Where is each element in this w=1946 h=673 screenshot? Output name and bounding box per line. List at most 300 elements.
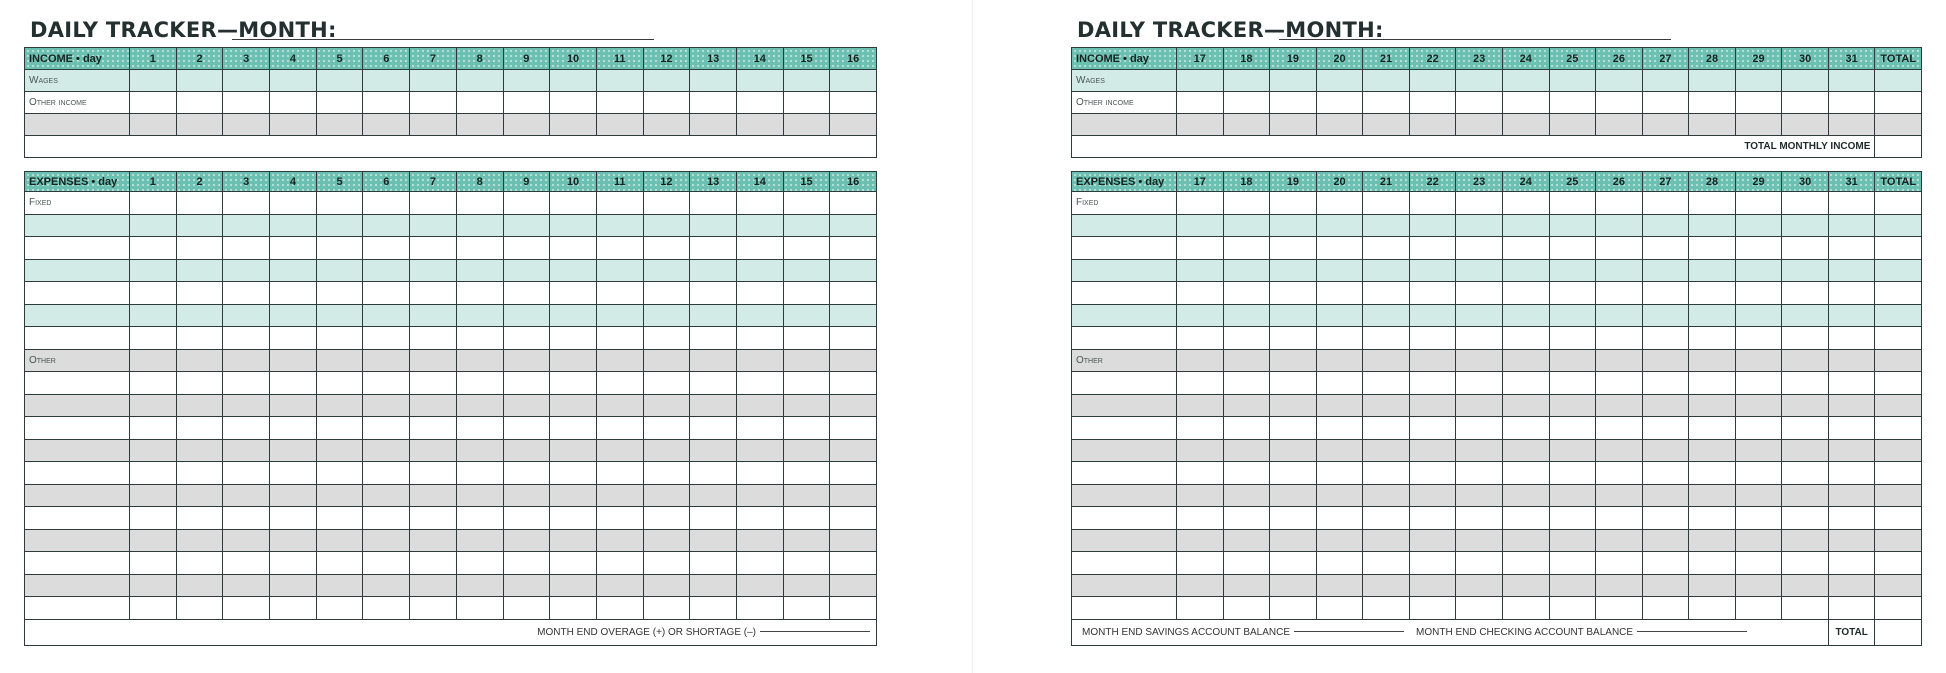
row-label[interactable]: [25, 417, 130, 440]
entry-cell[interactable]: [316, 552, 363, 575]
entry-cell[interactable]: [690, 70, 737, 92]
entry-cell[interactable]: [130, 349, 177, 372]
entry-cell[interactable]: [410, 114, 457, 136]
entry-cell[interactable]: [1316, 327, 1363, 350]
entry-cell[interactable]: [130, 92, 177, 114]
entry-cell[interactable]: [1456, 237, 1503, 260]
entry-cell[interactable]: [783, 574, 830, 597]
entry-cell[interactable]: [363, 92, 410, 114]
entry-cell[interactable]: [1502, 282, 1549, 305]
entry-cell[interactable]: [363, 282, 410, 305]
entry-cell[interactable]: [1689, 70, 1736, 92]
entry-cell[interactable]: [1177, 462, 1224, 485]
entry-cell[interactable]: [1223, 282, 1270, 305]
entry-cell[interactable]: [783, 597, 830, 620]
entry-cell[interactable]: [1177, 597, 1224, 620]
entry-cell[interactable]: [1689, 484, 1736, 507]
row-label[interactable]: [25, 439, 130, 462]
entry-cell[interactable]: [1596, 507, 1643, 530]
entry-cell[interactable]: [1363, 192, 1410, 215]
entry-cell[interactable]: [1223, 114, 1270, 136]
entry-cell[interactable]: [503, 214, 550, 237]
entry-cell[interactable]: [1316, 462, 1363, 485]
entry-cell[interactable]: [176, 484, 223, 507]
entry-cell[interactable]: [596, 259, 643, 282]
row-label[interactable]: [25, 237, 130, 260]
entry-cell[interactable]: [1642, 349, 1689, 372]
entry-cell[interactable]: [456, 439, 503, 462]
entry-cell[interactable]: [830, 349, 877, 372]
entry-cell[interactable]: [270, 92, 317, 114]
entry-cell[interactable]: [176, 394, 223, 417]
entry-cell[interactable]: [456, 574, 503, 597]
entry-cell[interactable]: [550, 214, 597, 237]
entry-cell[interactable]: [1549, 507, 1596, 530]
entry-cell[interactable]: [1502, 529, 1549, 552]
entry-cell[interactable]: [1782, 439, 1829, 462]
entry-cell[interactable]: [736, 327, 783, 350]
entry-cell[interactable]: [1642, 552, 1689, 575]
entry-cell[interactable]: [550, 484, 597, 507]
entry-cell[interactable]: [1735, 417, 1782, 440]
entry-cell[interactable]: [690, 282, 737, 305]
entry-cell[interactable]: [596, 192, 643, 215]
entry-cell[interactable]: [410, 394, 457, 417]
row-label[interactable]: [1072, 439, 1177, 462]
entry-cell[interactable]: [1875, 574, 1922, 597]
entry-cell[interactable]: [1177, 372, 1224, 395]
entry-cell[interactable]: [1596, 259, 1643, 282]
entry-cell[interactable]: [1456, 394, 1503, 417]
entry-cell[interactable]: [830, 372, 877, 395]
entry-cell[interactable]: [830, 462, 877, 485]
entry-cell[interactable]: [643, 304, 690, 327]
entry-cell[interactable]: [1642, 259, 1689, 282]
row-label[interactable]: [1072, 552, 1177, 575]
entry-cell[interactable]: [690, 92, 737, 114]
entry-cell[interactable]: [1456, 114, 1503, 136]
entry-cell[interactable]: [1782, 192, 1829, 215]
entry-cell[interactable]: [1502, 327, 1549, 350]
entry-cell[interactable]: [1875, 70, 1922, 92]
entry-cell[interactable]: [1316, 372, 1363, 395]
entry-cell[interactable]: [1456, 304, 1503, 327]
entry-cell[interactable]: [270, 70, 317, 92]
entry-cell[interactable]: [1828, 70, 1875, 92]
entry-cell[interactable]: [643, 214, 690, 237]
entry-cell[interactable]: [223, 92, 270, 114]
entry-cell[interactable]: [130, 372, 177, 395]
entry-cell[interactable]: [1596, 552, 1643, 575]
entry-cell[interactable]: [736, 92, 783, 114]
entry-cell[interactable]: [363, 214, 410, 237]
entry-cell[interactable]: [1642, 214, 1689, 237]
entry-cell[interactable]: [1642, 282, 1689, 305]
entry-cell[interactable]: [270, 192, 317, 215]
entry-cell[interactable]: [596, 70, 643, 92]
entry-cell[interactable]: [1456, 574, 1503, 597]
entry-cell[interactable]: [550, 237, 597, 260]
entry-cell[interactable]: [783, 394, 830, 417]
entry-cell[interactable]: [176, 70, 223, 92]
entry-cell[interactable]: [270, 349, 317, 372]
entry-cell[interactable]: [1828, 92, 1875, 114]
entry-cell[interactable]: [1456, 439, 1503, 462]
entry-cell[interactable]: [690, 192, 737, 215]
overage-shortage-input-line[interactable]: [760, 631, 870, 632]
entry-cell[interactable]: [1316, 484, 1363, 507]
entry-cell[interactable]: [1782, 529, 1829, 552]
entry-cell[interactable]: [1316, 192, 1363, 215]
checking-balance-input-line[interactable]: [1637, 631, 1747, 632]
row-label[interactable]: [25, 574, 130, 597]
entry-cell[interactable]: [270, 574, 317, 597]
entry-cell[interactable]: [456, 192, 503, 215]
entry-cell[interactable]: [410, 349, 457, 372]
entry-cell[interactable]: [363, 237, 410, 260]
row-label[interactable]: [1072, 327, 1177, 350]
entry-cell[interactable]: [1596, 349, 1643, 372]
entry-cell[interactable]: [223, 304, 270, 327]
entry-cell[interactable]: [223, 282, 270, 305]
entry-cell[interactable]: [1177, 237, 1224, 260]
entry-cell[interactable]: [1270, 529, 1317, 552]
entry-cell[interactable]: [410, 574, 457, 597]
entry-cell[interactable]: [363, 192, 410, 215]
entry-cell[interactable]: [643, 114, 690, 136]
entry-cell[interactable]: [456, 507, 503, 530]
entry-cell[interactable]: [1456, 417, 1503, 440]
entry-cell[interactable]: [1409, 259, 1456, 282]
entry-cell[interactable]: [1828, 259, 1875, 282]
entry-cell[interactable]: [596, 304, 643, 327]
entry-cell[interactable]: [1223, 552, 1270, 575]
entry-cell[interactable]: [830, 114, 877, 136]
entry-cell[interactable]: [1502, 70, 1549, 92]
entry-cell[interactable]: [1549, 282, 1596, 305]
entry-cell[interactable]: [1596, 237, 1643, 260]
entry-cell[interactable]: [1409, 92, 1456, 114]
entry-cell[interactable]: [1875, 192, 1922, 215]
entry-cell[interactable]: [1689, 372, 1736, 395]
entry-cell[interactable]: [1270, 552, 1317, 575]
entry-cell[interactable]: [830, 552, 877, 575]
entry-cell[interactable]: [1596, 214, 1643, 237]
entry-cell[interactable]: [690, 484, 737, 507]
entry-cell[interactable]: [503, 597, 550, 620]
entry-cell[interactable]: [1875, 259, 1922, 282]
entry-cell[interactable]: [1177, 282, 1224, 305]
entry-cell[interactable]: [1223, 394, 1270, 417]
entry-cell[interactable]: [1409, 327, 1456, 350]
entry-cell[interactable]: [1828, 484, 1875, 507]
entry-cell[interactable]: [503, 70, 550, 92]
entry-cell[interactable]: [1270, 439, 1317, 462]
entry-cell[interactable]: [1316, 237, 1363, 260]
entry-cell[interactable]: [643, 507, 690, 530]
entry-cell[interactable]: [550, 417, 597, 440]
entry-cell[interactable]: [363, 259, 410, 282]
entry-cell[interactable]: [456, 304, 503, 327]
entry-cell[interactable]: [1828, 507, 1875, 530]
entry-cell[interactable]: [410, 214, 457, 237]
entry-cell[interactable]: [1782, 394, 1829, 417]
row-label[interactable]: [1072, 574, 1177, 597]
entry-cell[interactable]: [596, 417, 643, 440]
entry-cell[interactable]: [410, 552, 457, 575]
entry-cell[interactable]: [830, 597, 877, 620]
row-label[interactable]: [25, 214, 130, 237]
entry-cell[interactable]: [1316, 394, 1363, 417]
entry-cell[interactable]: [223, 417, 270, 440]
total-cell[interactable]: [1875, 619, 1922, 645]
entry-cell[interactable]: [1316, 114, 1363, 136]
entry-cell[interactable]: [1642, 327, 1689, 350]
entry-cell[interactable]: [690, 372, 737, 395]
entry-cell[interactable]: [176, 417, 223, 440]
entry-cell[interactable]: [690, 597, 737, 620]
entry-cell[interactable]: [1177, 214, 1224, 237]
entry-cell[interactable]: [456, 597, 503, 620]
entry-cell[interactable]: [503, 92, 550, 114]
entry-cell[interactable]: [1642, 462, 1689, 485]
entry-cell[interactable]: [1223, 507, 1270, 530]
entry-cell[interactable]: [1549, 92, 1596, 114]
entry-cell[interactable]: [596, 597, 643, 620]
entry-cell[interactable]: [1735, 529, 1782, 552]
entry-cell[interactable]: [176, 282, 223, 305]
entry-cell[interactable]: [1735, 327, 1782, 350]
entry-cell[interactable]: [736, 439, 783, 462]
entry-cell[interactable]: [643, 349, 690, 372]
entry-cell[interactable]: [830, 70, 877, 92]
entry-cell[interactable]: [1875, 552, 1922, 575]
entry-cell[interactable]: [316, 259, 363, 282]
entry-cell[interactable]: [1596, 70, 1643, 92]
entry-cell[interactable]: [1316, 70, 1363, 92]
entry-cell[interactable]: [736, 349, 783, 372]
entry-cell[interactable]: [1270, 327, 1317, 350]
entry-cell[interactable]: [1875, 349, 1922, 372]
entry-cell[interactable]: [830, 484, 877, 507]
entry-cell[interactable]: [1223, 259, 1270, 282]
entry-cell[interactable]: [316, 327, 363, 350]
entry-cell[interactable]: [456, 114, 503, 136]
entry-cell[interactable]: [1177, 574, 1224, 597]
entry-cell[interactable]: [1782, 259, 1829, 282]
entry-cell[interactable]: [316, 349, 363, 372]
entry-cell[interactable]: [783, 237, 830, 260]
entry-cell[interactable]: [1363, 574, 1410, 597]
entry-cell[interactable]: [1549, 417, 1596, 440]
entry-cell[interactable]: [1875, 529, 1922, 552]
entry-cell[interactable]: [1363, 259, 1410, 282]
entry-cell[interactable]: [1177, 327, 1224, 350]
entry-cell[interactable]: [1502, 114, 1549, 136]
entry-cell[interactable]: [643, 92, 690, 114]
row-label[interactable]: [25, 552, 130, 575]
entry-cell[interactable]: [690, 237, 737, 260]
entry-cell[interactable]: [596, 327, 643, 350]
entry-cell[interactable]: [1502, 507, 1549, 530]
entry-cell[interactable]: [503, 507, 550, 530]
entry-cell[interactable]: [1223, 304, 1270, 327]
entry-cell[interactable]: [130, 574, 177, 597]
entry-cell[interactable]: [1316, 529, 1363, 552]
entry-cell[interactable]: [830, 574, 877, 597]
entry-cell[interactable]: [1502, 484, 1549, 507]
entry-cell[interactable]: [176, 114, 223, 136]
entry-cell[interactable]: [1223, 574, 1270, 597]
entry-cell[interactable]: [1735, 507, 1782, 530]
entry-cell[interactable]: [783, 70, 830, 92]
entry-cell[interactable]: [456, 282, 503, 305]
entry-cell[interactable]: [363, 597, 410, 620]
entry-cell[interactable]: [736, 192, 783, 215]
entry-cell[interactable]: [1270, 214, 1317, 237]
entry-cell[interactable]: [1875, 114, 1922, 136]
entry-cell[interactable]: [1456, 507, 1503, 530]
entry-cell[interactable]: [456, 484, 503, 507]
row-label[interactable]: [25, 597, 130, 620]
entry-cell[interactable]: [1782, 92, 1829, 114]
entry-cell[interactable]: [736, 282, 783, 305]
entry-cell[interactable]: [1828, 372, 1875, 395]
entry-cell[interactable]: [1409, 574, 1456, 597]
entry-cell[interactable]: [1177, 394, 1224, 417]
entry-cell[interactable]: [1456, 92, 1503, 114]
entry-cell[interactable]: [1596, 372, 1643, 395]
entry-cell[interactable]: [736, 394, 783, 417]
entry-cell[interactable]: [503, 462, 550, 485]
entry-cell[interactable]: [1875, 214, 1922, 237]
entry-cell[interactable]: [1223, 214, 1270, 237]
entry-cell[interactable]: [1549, 439, 1596, 462]
entry-cell[interactable]: [1177, 507, 1224, 530]
entry-cell[interactable]: [363, 439, 410, 462]
entry-cell[interactable]: [1456, 214, 1503, 237]
entry-cell[interactable]: [550, 114, 597, 136]
entry-cell[interactable]: [316, 507, 363, 530]
entry-cell[interactable]: [363, 507, 410, 530]
entry-cell[interactable]: [1642, 70, 1689, 92]
entry-cell[interactable]: [130, 70, 177, 92]
entry-cell[interactable]: [1782, 552, 1829, 575]
entry-cell[interactable]: [1502, 259, 1549, 282]
entry-cell[interactable]: [1735, 394, 1782, 417]
entry-cell[interactable]: [1828, 192, 1875, 215]
entry-cell[interactable]: [1782, 417, 1829, 440]
entry-cell[interactable]: [1409, 394, 1456, 417]
entry-cell[interactable]: [1596, 417, 1643, 440]
entry-cell[interactable]: [316, 214, 363, 237]
entry-cell[interactable]: [1270, 192, 1317, 215]
entry-cell[interactable]: [1223, 439, 1270, 462]
entry-cell[interactable]: [1270, 70, 1317, 92]
entry-cell[interactable]: [1596, 304, 1643, 327]
entry-cell[interactable]: [1642, 417, 1689, 440]
entry-cell[interactable]: [1875, 439, 1922, 462]
entry-cell[interactable]: [130, 304, 177, 327]
entry-cell[interactable]: [596, 214, 643, 237]
entry-cell[interactable]: [1828, 304, 1875, 327]
entry-cell[interactable]: [1596, 327, 1643, 350]
entry-cell[interactable]: [1363, 597, 1410, 620]
entry-cell[interactable]: [596, 552, 643, 575]
entry-cell[interactable]: [830, 282, 877, 305]
entry-cell[interactable]: [1223, 349, 1270, 372]
entry-cell[interactable]: [1549, 327, 1596, 350]
entry-cell[interactable]: [1363, 92, 1410, 114]
entry-cell[interactable]: [550, 259, 597, 282]
entry-cell[interactable]: [410, 507, 457, 530]
entry-cell[interactable]: [1642, 597, 1689, 620]
entry-cell[interactable]: [1409, 552, 1456, 575]
entry-cell[interactable]: [1456, 462, 1503, 485]
row-label[interactable]: [1072, 462, 1177, 485]
entry-cell[interactable]: [1782, 214, 1829, 237]
entry-cell[interactable]: [1828, 282, 1875, 305]
entry-cell[interactable]: [270, 439, 317, 462]
entry-cell[interactable]: [596, 349, 643, 372]
entry-cell[interactable]: [223, 237, 270, 260]
entry-cell[interactable]: [223, 574, 270, 597]
entry-cell[interactable]: [1316, 574, 1363, 597]
entry-cell[interactable]: [223, 349, 270, 372]
entry-cell[interactable]: [736, 70, 783, 92]
entry-cell[interactable]: [736, 507, 783, 530]
entry-cell[interactable]: [176, 237, 223, 260]
entry-cell[interactable]: [410, 282, 457, 305]
entry-cell[interactable]: [1782, 372, 1829, 395]
entry-cell[interactable]: [1270, 282, 1317, 305]
entry-cell[interactable]: [550, 372, 597, 395]
entry-cell[interactable]: [1223, 529, 1270, 552]
entry-cell[interactable]: [1782, 327, 1829, 350]
entry-cell[interactable]: [1177, 439, 1224, 462]
entry-cell[interactable]: [596, 237, 643, 260]
entry-cell[interactable]: [830, 192, 877, 215]
entry-cell[interactable]: [456, 214, 503, 237]
row-label[interactable]: [25, 394, 130, 417]
entry-cell[interactable]: [1828, 597, 1875, 620]
row-label[interactable]: [1072, 394, 1177, 417]
entry-cell[interactable]: [1549, 192, 1596, 215]
entry-cell[interactable]: [363, 304, 410, 327]
entry-cell[interactable]: [223, 259, 270, 282]
entry-cell[interactable]: [223, 70, 270, 92]
entry-cell[interactable]: [1642, 372, 1689, 395]
entry-cell[interactable]: [690, 259, 737, 282]
entry-cell[interactable]: [270, 484, 317, 507]
entry-cell[interactable]: [596, 92, 643, 114]
entry-cell[interactable]: [1642, 529, 1689, 552]
entry-cell[interactable]: [456, 70, 503, 92]
entry-cell[interactable]: [503, 484, 550, 507]
entry-cell[interactable]: [1735, 372, 1782, 395]
entry-cell[interactable]: [1735, 70, 1782, 92]
entry-cell[interactable]: [1316, 92, 1363, 114]
entry-cell[interactable]: [1502, 214, 1549, 237]
entry-cell[interactable]: [690, 574, 737, 597]
entry-cell[interactable]: [363, 529, 410, 552]
entry-cell[interactable]: [1689, 439, 1736, 462]
row-label[interactable]: [1072, 529, 1177, 552]
row-label[interactable]: [1072, 484, 1177, 507]
entry-cell[interactable]: [1270, 349, 1317, 372]
entry-cell[interactable]: [1502, 552, 1549, 575]
entry-cell[interactable]: [1549, 462, 1596, 485]
